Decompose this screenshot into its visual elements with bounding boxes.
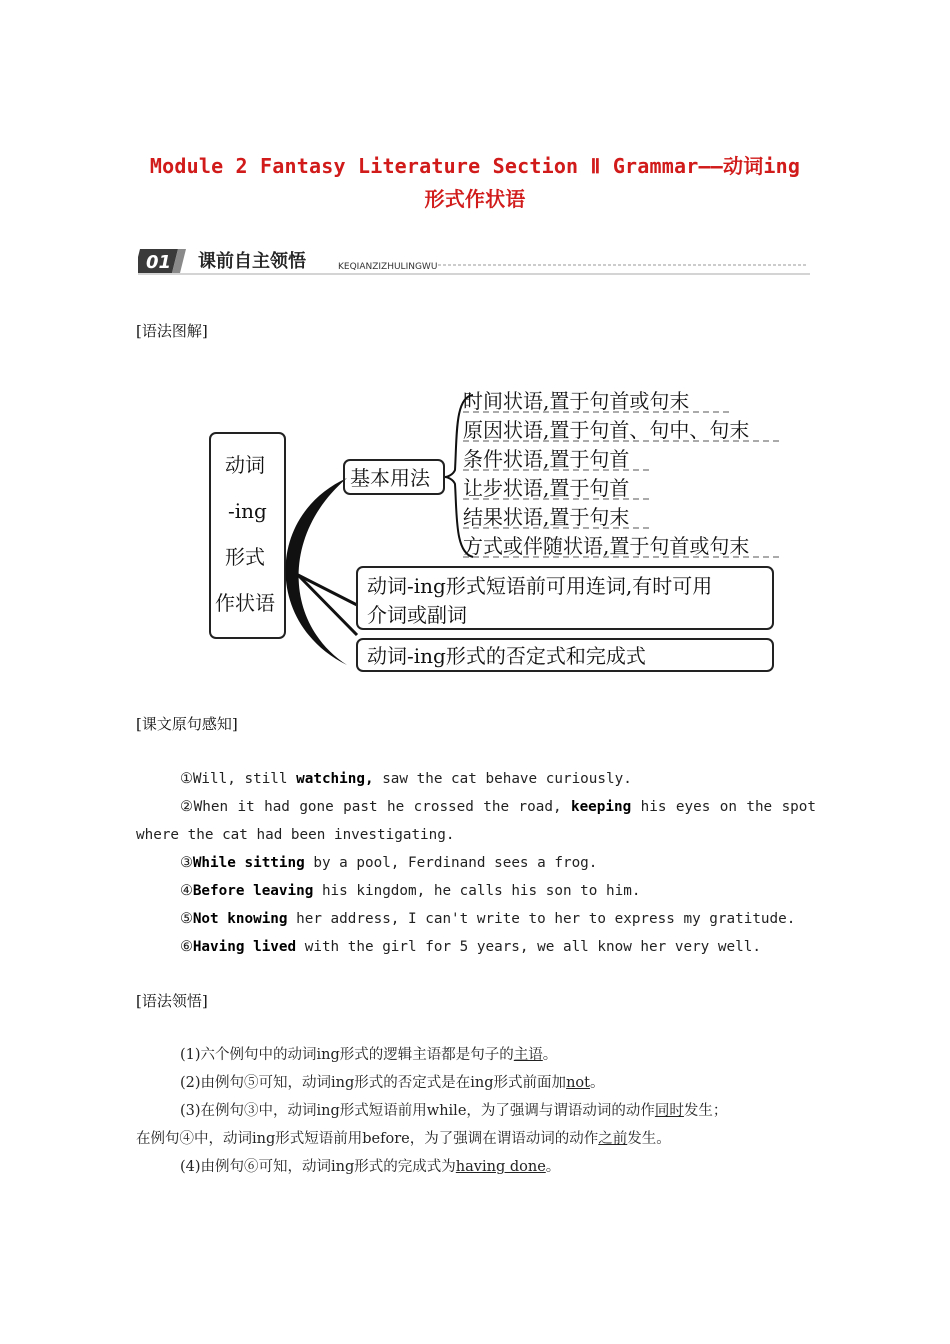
- note-text: 。: [545, 1159, 561, 1175]
- banner-number: 01: [146, 252, 172, 273]
- note-text: 发生；: [683, 1103, 728, 1119]
- note-answer: 主语: [513, 1047, 543, 1063]
- diagram-root-line-4: 作状语: [215, 591, 275, 615]
- box-conjunction-line-2: 介词或副词: [367, 603, 467, 627]
- sentence-number: ③: [180, 855, 193, 871]
- sentence-1: [136, 765, 816, 793]
- sentence-number: ⑤: [180, 911, 193, 927]
- sentence-text: with the girl for 5 years, we all know her very well.: [296, 939, 761, 955]
- sentence-5: [136, 905, 816, 933]
- usage-item-5: 结果状语,置于句末: [463, 505, 630, 529]
- box-conjunction-line-1: 动词-ing形式短语前可用连词,有时可用: [367, 574, 713, 598]
- note-answer: 之前: [598, 1131, 628, 1147]
- note-3: [136, 1097, 826, 1125]
- sentence-2: [136, 793, 816, 821]
- note-answer: not: [566, 1075, 590, 1091]
- sentence-text: his eyes on the spot: [631, 799, 816, 815]
- section-banner: [138, 245, 810, 275]
- usage-item-2: 原因状语,置于句首、句中、句末: [463, 418, 750, 442]
- note-1: [136, 1041, 826, 1069]
- sentence-2-continued: where the cat had been investigating.: [136, 827, 455, 843]
- sentence-text: her address, I can't write to her to express my gratitude.: [287, 911, 796, 927]
- note-3-continued: [136, 1125, 826, 1153]
- sentence-ing-phrase: keeping: [570, 799, 632, 815]
- sentence-ing-phrase: watching,: [296, 771, 374, 787]
- note-answer: having done: [455, 1159, 546, 1175]
- banner-pinyin: KEQIANZIZHULINGWU: [338, 262, 438, 272]
- sentence-ing-phrase: Having lived: [192, 939, 297, 955]
- note-text: (4)由例句⑥可知，动词ing形式的完成式为: [180, 1159, 456, 1175]
- note-text: 发生。: [627, 1131, 671, 1147]
- document-title: [120, 150, 830, 216]
- note-text: (2)由例句⑤可知，动词ing形式的否定式是在ing形式前面加: [180, 1075, 567, 1091]
- note-4: [136, 1153, 826, 1181]
- section-label-diagram: [语法图解]: [136, 322, 208, 340]
- sentence-4: [136, 877, 816, 905]
- title-line-1: Module 2 Fantasy Literature Section Ⅱ Grammar——动词ing: [149, 154, 801, 178]
- sentence-3: [136, 849, 816, 877]
- sentence-text: his kingdom, he calls his son to him.: [313, 883, 641, 899]
- sentence-ing-phrase: Before leaving: [192, 883, 314, 899]
- sentence-text: saw the cat behave curiously.: [373, 771, 632, 787]
- sentence-number: ⑥: [180, 939, 193, 955]
- note-text: (3)在例句③中，动词ing形式短语前用while，为了强调与谓语动词的动作: [180, 1103, 655, 1119]
- diagram-root-line-3: 形式: [225, 545, 265, 569]
- sentence-ing-phrase: Not knowing: [192, 911, 288, 927]
- diagram-brace: [286, 478, 348, 665]
- title-line-2: 形式作状语: [424, 187, 526, 211]
- grammar-diagram: [205, 385, 805, 680]
- sentence-number: ②: [180, 799, 194, 815]
- note-answer: 同时: [654, 1103, 684, 1119]
- sentence-text: When it had gone past he crossed the road,: [193, 799, 571, 815]
- usage-item-4: 让步状语,置于句首: [463, 476, 630, 500]
- grammar-notes: [136, 1041, 826, 1181]
- diagram-root-line-1: 动词: [225, 453, 265, 477]
- sentence-text: Will, still: [192, 771, 297, 787]
- box-negative-perfect-text: 动词-ing形式的否定式和完成式: [367, 644, 646, 668]
- usage-item-6: 方式或伴随状语,置于句首或句末: [463, 534, 750, 558]
- note-text: 在例句④中，动词ing形式短语前用before，为了强调在谓语动词的动作: [136, 1131, 599, 1147]
- sentence-number: ④: [180, 883, 193, 899]
- note-2: [136, 1069, 826, 1097]
- banner-heading: 课前自主领悟: [198, 251, 306, 272]
- sentence-ing-phrase: While sitting: [192, 855, 305, 871]
- note-text: 。: [542, 1047, 558, 1063]
- example-sentences: [136, 765, 816, 961]
- sentence-text: by a pool, Ferdinand sees a frog.: [304, 855, 598, 871]
- diagram-branch-label: 基本用法: [350, 466, 430, 490]
- section-label-insight: [语法领悟]: [136, 992, 208, 1010]
- usage-item-1: 时间状语,置于句首或句末: [463, 389, 690, 413]
- diagram-root-line-2: -ing: [228, 499, 267, 523]
- section-label-sentences: [课文原句感知]: [136, 715, 238, 733]
- note-text: 。: [589, 1075, 605, 1091]
- sentence-6: [136, 933, 816, 961]
- usage-item-3: 条件状语,置于句首: [463, 447, 630, 471]
- note-text: (1)六个例句中的动词ing形式的逻辑主语都是句子的: [180, 1047, 514, 1063]
- sentence-number: ①: [180, 771, 193, 787]
